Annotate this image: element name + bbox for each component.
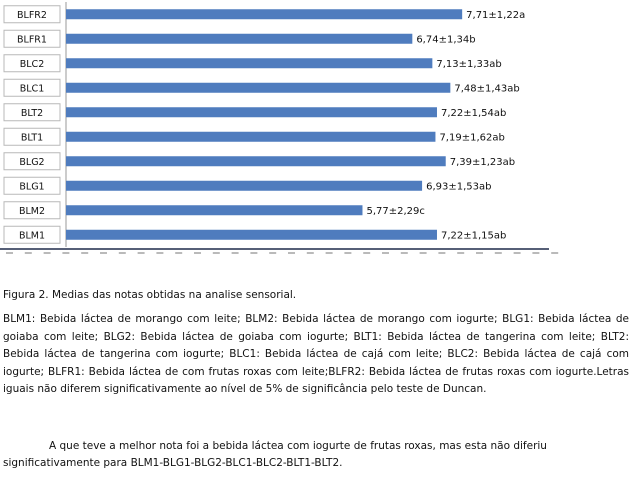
data-label: 7,22±1,15ab	[440, 230, 507, 242]
data-label: 7,39±1,23ab	[449, 156, 516, 168]
category-label: BLT1	[20, 132, 44, 144]
category-label: BLG1	[19, 181, 45, 193]
conclusion-text: A que teve a melhor nota foi a bebida láctea com iogurte de frutas roxas, mas esta não diferiu significativamente para BLM1-BLG1-BLG2-BLC1-BLC2-BLT1-BLT2.	[3, 440, 547, 469]
category-label: BLFR1	[17, 34, 47, 46]
data-label: 7,19±1,62ab	[439, 132, 505, 144]
bar	[66, 58, 432, 68]
bar	[66, 107, 437, 117]
bar	[66, 230, 437, 240]
data-label: 6,93±1,53ab	[426, 181, 492, 193]
conclusion-paragraph	[3, 438, 629, 472]
category-label: BLM1	[18, 230, 46, 242]
data-label: 7,13±1,33ab	[436, 58, 502, 70]
category-label: BLFR2	[17, 9, 47, 21]
bar	[66, 156, 446, 166]
bar	[66, 132, 435, 142]
figure-caption: Figura 2. Medias das notas obtidas na analise sensorial.	[3, 289, 297, 301]
category-label: BLM2	[18, 205, 46, 217]
category-label: BLG2	[19, 156, 45, 168]
bar	[66, 34, 412, 44]
category-label: BLT2	[20, 107, 44, 119]
data-label: 6,74±1,34b	[416, 34, 476, 46]
chart-svg	[0, 0, 560, 262]
bar	[66, 83, 450, 93]
figure-legend: BLM1: Bebida láctea de morango com leite; BLM2: Bebida láctea de morango com iogurte; BLG1: Bebida láctea de goiaba com leite; BLG2: Bebida láctea de goiaba com iogurte; BLT1: Bebida láctea de tangerina com leite; BLT2: Bebida láctea de tangerina com iogurte; BLC1: Bebida láctea de cajá com leite; BLC2: Bebida láctea de cajá com iogurte; BLFR1: Bebida láctea de com frutas roxas com leite;BLFR2: Bebida láctea de frutas roxas com iogurte.Letras iguais não diferem significativamente ao nível de 5% de significância pelo teste de Duncan.	[3, 313, 629, 395]
data-label: 7,71±1,22a	[466, 9, 526, 21]
bar	[66, 181, 422, 191]
bar-chart	[0, 0, 560, 262]
data-label: 7,22±1,54ab	[440, 107, 507, 119]
category-label: BLC1	[19, 83, 45, 95]
bar	[66, 9, 462, 19]
data-label: 7,48±1,43ab	[454, 83, 520, 95]
category-label: BLC2	[19, 58, 45, 70]
bar	[66, 205, 362, 215]
data-label: 5,77±2,29c	[366, 205, 425, 217]
